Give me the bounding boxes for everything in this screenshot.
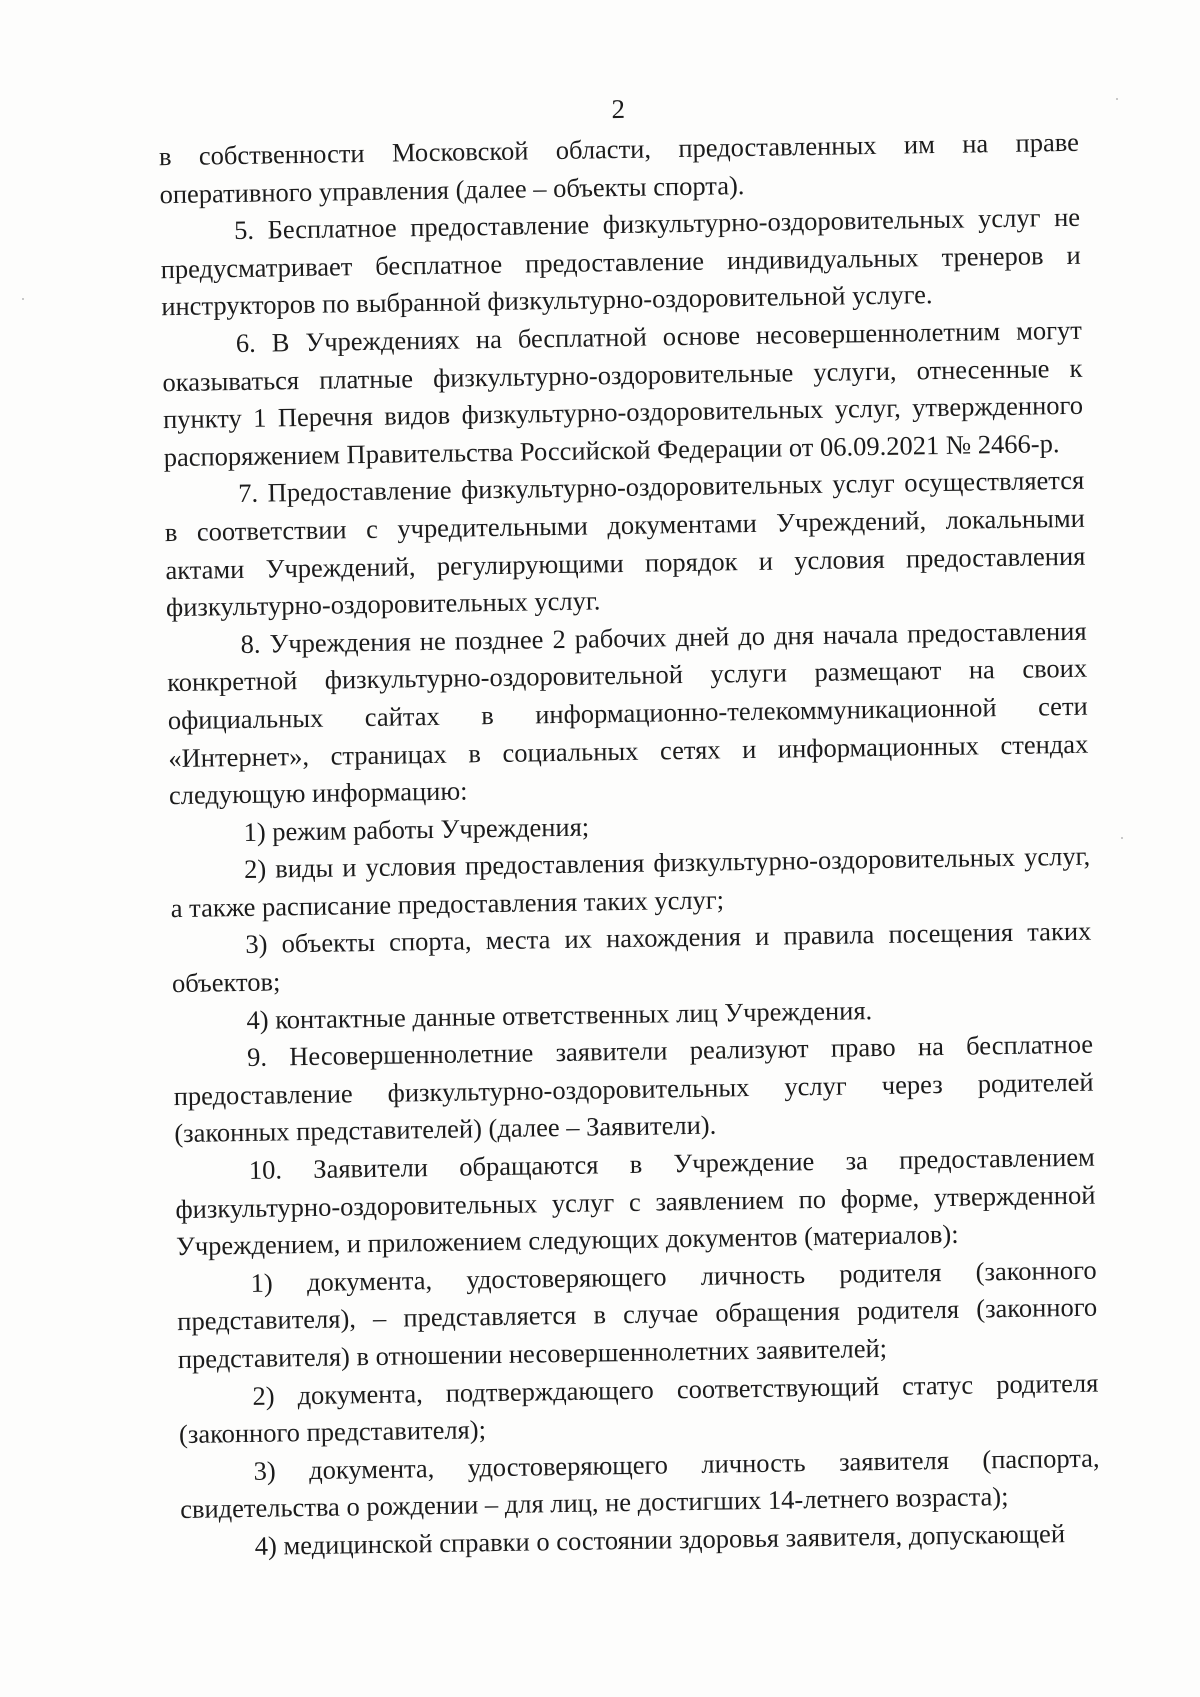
paragraph-9: 9. Несовершеннолетние заявители реализуют право на бесплатное предоставление физкультурно-оздоровительных услуг через родителей (законных представителей) (далее – Заявители). — [173, 1028, 1094, 1149]
paragraph-5: 5. Бесплатное предоставление физкультурно-оздоровительных услуг не предусматривает бесплатное предоставление индивидуальных тренеров и инструкторов по выбранной физкультурно-оздоровительной услуге. — [160, 201, 1081, 322]
paragraph-7: 7. Предоставление физкультурно-оздоровительных услуг осуществляется в соответствии с учредительными документами Учреждений, локальными актами Учреждений, регулирующими порядок и условия предоставления физкультурно-оздоровительных услуг. — [164, 465, 1086, 623]
list-item-10-3: 3) документа, удостоверяющего личность заявителя (паспорта, свидетельства о рождении – для лиц, не достигших 14-летнего возраста); — [179, 1442, 1100, 1525]
list-item-8-1: 1) режим работы Учреждения; — [243, 811, 590, 847]
list-item-10-2: 2) документа, подтверждающего соответствующий статус родителя (законного представителя); — [178, 1367, 1099, 1450]
document-body — [158, 85, 1101, 1567]
scan-speck — [22, 298, 24, 300]
scan-speck — [1121, 837, 1123, 839]
paragraph-6: 6. В Учреждениях на бесплатной основе несовершеннолетним могут оказываться платные физкультурно-оздоровительные услуги, отнесенные к пункту 1 Перечня видов физкультурно-оздоровительных услуг, утвержденного распоряжением Правительства Российской Федерации от 06.09.2021 № 2466-р. — [162, 314, 1084, 472]
list-item-8-2: 2) виды и условия предоставления физкультурно-оздоровительных услуг, а также расписание предоставления таких услуг; — [170, 840, 1091, 923]
list-item-8-4: 4) контактные данные ответственных лиц Учреждения. — [246, 994, 873, 1035]
paragraph-8: 8. Учреждения не позднее 2 рабочих дней до дня начала предоставления конкретной физкультурно-оздоровительной услуги размещают на своих официальных сайтах в информационно-телекоммуникационной сети «Интернет», страницах в социальных сетях и информационных стендах следующую информацию: — [166, 615, 1089, 811]
scan-speck — [1116, 98, 1118, 100]
paragraph-10: 10. Заявители обращаются в Учреждение за предоставлением физкультурно-оздоровительных услуг с заявлением по форме, утвержденной Учреждением, и приложением следующих документов (материалов): — [175, 1141, 1096, 1262]
list-item-10-4: 4) медицинской справки о состоянии здоровья заявителя, допускающей — [254, 1518, 1066, 1561]
list-item-10-1: 1) документа, удостоверяющего личность родителя (законного представителя), – представляется в случае обращения родителя (законного представителя) в отношении несовершеннолетних заявителей; — [177, 1254, 1098, 1375]
page-number: 2 — [611, 93, 626, 125]
list-item-8-3: 3) объекты спорта, места их нахождения и правила посещения таких объектов; — [171, 916, 1092, 999]
paragraph-continuation: в собственности Московской области, предоставленных им на праве оперативного управления (далее – объекты спорта). — [158, 126, 1080, 209]
